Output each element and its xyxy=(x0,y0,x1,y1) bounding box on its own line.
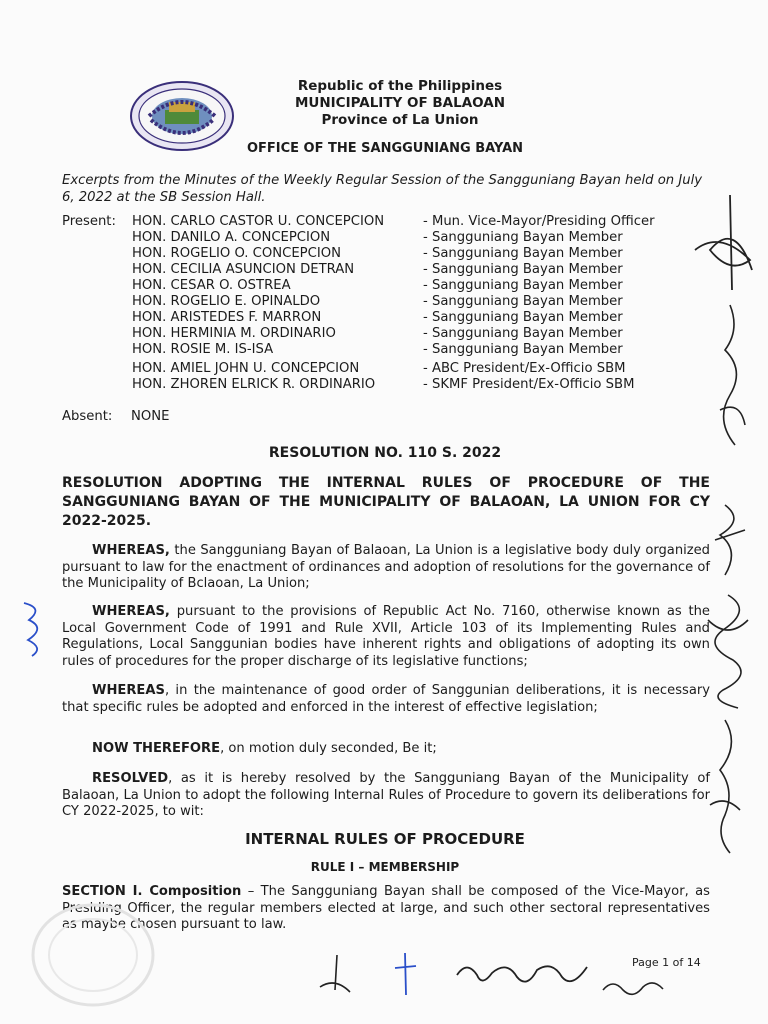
whereas-paragraph xyxy=(62,683,710,716)
member-name: HON. ARISTEDES F. MARRON xyxy=(132,310,322,325)
excerpt-note: Excerpts from the Minutes of the Weekly Regular Session of the Sangguniang Bayan held on July 6, 2022 at the SB Session Hall. xyxy=(62,173,703,205)
absent-label: Absent: xyxy=(62,409,113,424)
member-role: - Sangguniang Bayan Member xyxy=(423,262,623,277)
member-name: HON. DANILO A. CONCEPCION xyxy=(132,230,331,245)
member-role: - Sangguniang Bayan Member xyxy=(423,310,623,325)
page-number: Page 1 of 14 xyxy=(632,956,701,969)
member-name: HON. AMIEL JOHN U. CONCEPCION xyxy=(132,361,360,376)
para-text: pursuant to the provisions of Republic Act No. 7160, otherwise known as the Local Government Code of 1991 and Rule XVII, Article 103 of its Implementing Rules and Regulations, Local Sanggunian bodies have inherent rights and obligations of adopting its own rules of procedures for the proper discharge of its legislative functions; xyxy=(62,604,710,669)
member-name: HON. CECILIA ASUNCION DETRAN xyxy=(132,262,355,277)
member-role: - Sangguniang Bayan Member xyxy=(423,278,623,293)
member-role: - Mun. Vice-Mayor/Presiding Officer xyxy=(423,214,655,229)
signature-right-2 xyxy=(705,300,755,450)
signature-right-3 xyxy=(705,500,755,580)
signature-bottom-1 xyxy=(315,952,355,997)
member-role: - Sangguniang Bayan Member xyxy=(423,246,623,261)
signature-bottom-blue xyxy=(390,950,420,998)
header-republic: Republic of the Philippines xyxy=(297,78,503,94)
header-province: Province of La Union xyxy=(321,112,479,128)
signature-right-4 xyxy=(698,590,758,710)
resolution-number: RESOLUTION NO. 110 S. 2022 xyxy=(268,445,502,461)
para-lead: WHEREAS, xyxy=(92,604,170,619)
section-composition xyxy=(62,884,710,934)
member-name: HON. CESAR O. OSTREA xyxy=(132,278,291,293)
section-heading: INTERNAL RULES OF PROCEDURE xyxy=(245,830,525,848)
signature-bottom-3 xyxy=(598,975,668,1000)
para-text: , in the maintenance of good order of Sanggunian deliberations, it is necessary that specific rules be adopted and enforced in the interest of effective legislation; xyxy=(62,683,710,715)
member-role: - SKMF President/Ex-Officio SBM xyxy=(423,377,635,392)
para-lead: RESOLVED xyxy=(92,771,169,786)
member-role: - Sangguniang Bayan Member xyxy=(423,326,623,341)
absent-value: NONE xyxy=(131,409,170,424)
signature-right-5 xyxy=(700,715,750,855)
present-label: Present: xyxy=(62,214,116,229)
header-office: OFFICE OF THE SANGGUNIANG BAYAN xyxy=(246,141,524,156)
now-therefore-paragraph xyxy=(62,741,710,758)
para-lead: WHEREAS, xyxy=(92,543,170,558)
member-role: - ABC President/Ex-Officio SBM xyxy=(423,361,626,376)
member-name: HON. ROSIE M. IS-ISA xyxy=(132,342,274,357)
whereas-paragraph xyxy=(62,543,710,593)
member-name: HON. CARLO CASTOR U. CONCEPCION xyxy=(132,214,385,229)
para-text: , as it is hereby resolved by the Sangguniang Bayan of the Municipality of Balaoan, La Union to adopt the following Internal Rules of Procedure to govern its deliberations for CY 2022-2025, to wit: xyxy=(62,771,710,819)
resolved-paragraph xyxy=(62,771,710,821)
member-name: HON. ROGELIO E. OPINALDO xyxy=(132,294,321,309)
section-text: – The Sangguniang Bayan shall be composed of the Vice-Mayor, as Presiding Officer, the regular members elected at large, and such other sectoral representatives as maybe chosen pursuant to law. xyxy=(62,884,710,932)
header-municipality: MUNICIPALITY OF BALAOAN xyxy=(294,95,506,111)
member-name: HON. HERMINIA M. ORDINARIO xyxy=(132,326,336,341)
resolution-title: RESOLUTION ADOPTING THE INTERNAL RULES OF PROCEDURE OF THE SANGGUNIANG BAYAN OF THE MUNICIPALITY OF BALAOAN, LA UNION FOR CY 2022-2025. xyxy=(62,475,710,529)
para-lead: NOW THEREFORE xyxy=(92,741,221,756)
member-name: HON. ZHOREN ELRICK R. ORDINARIO xyxy=(132,377,376,392)
para-text: the Sangguniang Bayan of Balaoan, La Union is a legislative body duly organized pursuant to law for the enactment of ordinances and adoption of resolutions for the governance of the Municipality of Bclaoan, La Union; xyxy=(62,543,710,591)
whereas-paragraph xyxy=(62,604,710,670)
member-role: - Sangguniang Bayan Member xyxy=(423,294,623,309)
member-role: - Sangguniang Bayan Member xyxy=(423,342,623,357)
signature-left-blue xyxy=(14,598,50,658)
signature-bottom-2 xyxy=(452,955,592,995)
signature-right-1 xyxy=(690,190,760,300)
para-text: , on motion duly seconded, Be it; xyxy=(220,741,437,756)
member-role: - Sangguniang Bayan Member xyxy=(423,230,623,245)
rule-heading: RULE I – MEMBERSHIP xyxy=(310,860,460,874)
embossed-stamp xyxy=(28,900,158,1010)
section-lead: SECTION I. Composition xyxy=(62,884,242,899)
member-name: HON. ROGELIO O. CONCEPCION xyxy=(132,246,341,261)
para-lead: WHEREAS xyxy=(92,683,165,698)
